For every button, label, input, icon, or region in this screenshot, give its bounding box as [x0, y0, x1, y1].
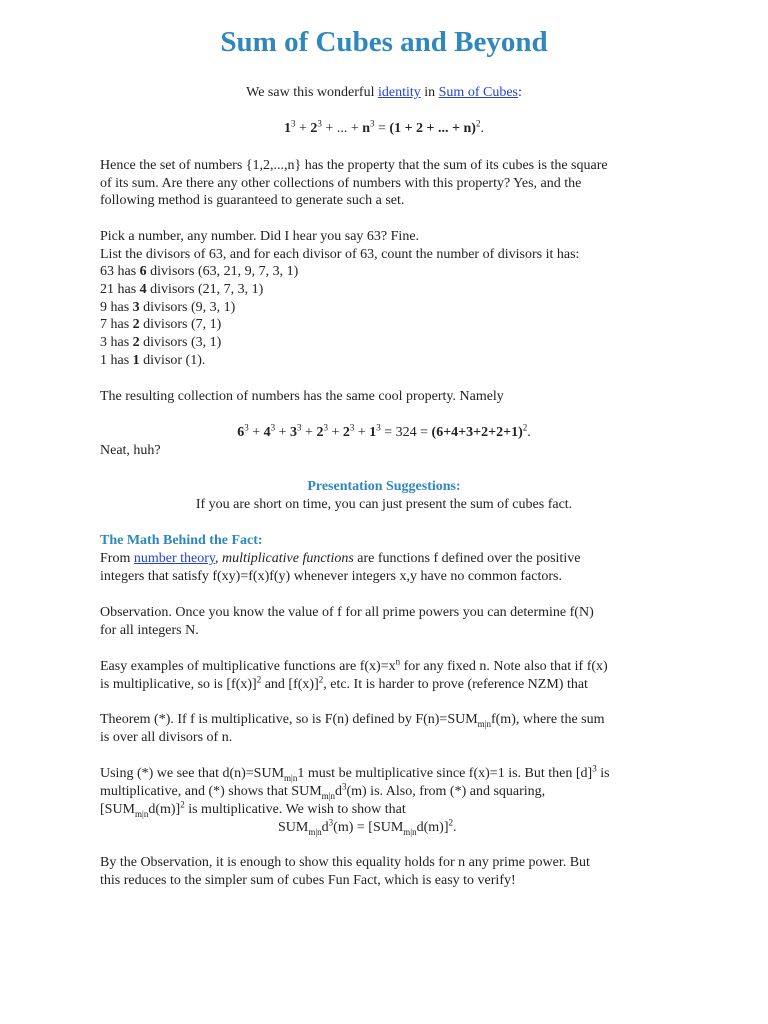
observation-line1: Observation. Once you know the value of f for all prime powers you can determine f(N) [100, 605, 594, 620]
easy-exp: 2 [256, 674, 262, 685]
using-text: d(m)] [148, 802, 181, 817]
divisor-list: divisors (63, 21, 9, 7, 3, 1) [150, 264, 299, 279]
identity-term: 1 [284, 121, 292, 136]
using-text: (m) is. Also, from (*) and squaring, [346, 784, 546, 799]
divisor-list: divisor (1). [143, 353, 206, 368]
intro-line [0, 84, 768, 101]
cube-period: . [527, 425, 531, 440]
using-text: [SUM [100, 802, 136, 817]
using-exp: 2 [180, 799, 185, 810]
using-equation [278, 819, 457, 836]
cube-equation: $6^3 + 4^3 + 3^3 + 2^3 + 2^3 + 1^3 = 324 = (6+4+3+2+2+1)^2$. [237, 422, 531, 440]
theorem-line1 [100, 711, 605, 728]
using-text: d [334, 784, 342, 799]
identity-link[interactable]: identity [377, 85, 421, 100]
presentation-heading: Presentation Suggestions: [307, 479, 461, 494]
identity-period: . [480, 121, 484, 136]
using-sub: m|n [284, 772, 298, 783]
using-exp: 3 [341, 781, 347, 792]
divisor-row [100, 352, 205, 369]
identity-term: 2 [310, 121, 318, 136]
divisor-count: 3 [132, 300, 140, 315]
using-eq-text: d [321, 820, 329, 835]
observation-line2: for all integers N. [100, 623, 199, 638]
using-line2 [100, 783, 545, 800]
cube-term: 1 [369, 425, 377, 440]
easy-text: and [f(x)] [261, 677, 319, 692]
para1-line2: of its sum. Are there any other collections of numbers with this property? Yes, and the [100, 176, 582, 191]
cube-term: 4 [263, 425, 271, 440]
divisor-number: 9 has [100, 300, 130, 315]
cube-exp: 3 [244, 422, 249, 433]
using-exp: 3 [328, 817, 334, 828]
divisor-number: 7 has [100, 317, 130, 332]
closing-line1: By the Observation, it is enough to show this equality holds for n any prime power. But [100, 855, 590, 870]
divisor-count: 4 [139, 282, 147, 297]
math-line1: From number theory, multiplicative functions are functions f defined over the positive [100, 551, 581, 566]
easy-text: is multiplicative, so is [f(x)] [100, 677, 257, 692]
cube-exp: 3 [323, 422, 328, 433]
using-sub: m|n [135, 808, 149, 819]
using-sub: m|n [308, 826, 322, 837]
cube-rhs: (6+4+3+2+2+1) [431, 425, 523, 440]
math-line2: integers that satisfy f(xy)=f(x)f(y) whenever integers x,y have no common factors. [100, 569, 562, 584]
divisor-number: 1 has [100, 353, 130, 368]
cube-term: 3 [290, 425, 298, 440]
divisor-row [100, 299, 235, 316]
theorem-line2: is over all divisors of n. [100, 730, 233, 745]
divisor-row [100, 281, 263, 298]
identity-rhs: (1 + 2 + ... + n) [389, 121, 476, 136]
using-exp: 3 [592, 763, 597, 774]
multiplicative-functions-term: multiplicative functions [221, 551, 354, 566]
divisor-row [100, 316, 221, 333]
para1-line3: following method is guaranteed to generate such a set. [100, 193, 405, 208]
cube-exp: 3 [376, 422, 381, 433]
divisor-list: divisors (7, 1) [143, 317, 222, 332]
cube-term: 2 [316, 425, 324, 440]
divisor-number: 21 has [100, 282, 137, 297]
identity-op: + [295, 121, 311, 136]
divisor-row [100, 334, 221, 351]
easy-text: , etc. It is harder to prove (reference NZM) that [323, 677, 588, 692]
cube-term: 6 [237, 425, 245, 440]
using-eq-text: (m) = [SUM [333, 820, 404, 835]
divisor-list: divisors (3, 1) [143, 335, 222, 350]
theorem-text: Theorem (*). If f is multiplicative, so is F(n) defined by F(n)=SUM [100, 712, 478, 727]
divisor-number: 3 has [100, 335, 130, 350]
identity-exp: 3 [317, 118, 322, 129]
cube-exp: 3 [349, 422, 355, 433]
intro-text-mid: in [424, 85, 436, 100]
sum-of-cubes-link[interactable]: Sum of Cubes [438, 85, 518, 100]
presentation-text: If you are short on time, you can just present the sum of cubes fact. [195, 497, 573, 512]
identity-op: + ... + [321, 121, 363, 136]
result-text: The resulting collection of numbers has the same cool property. Namely [100, 389, 504, 404]
divisor-count: 2 [132, 317, 140, 332]
identity-term: n [362, 121, 371, 136]
easy-line1 [100, 658, 608, 675]
divisor-list: divisors (21, 7, 3, 1) [150, 282, 264, 297]
para1-line1: Hence the set of numbers {1,2,...,n} has the property that the sum of its cubes is the square [100, 158, 608, 173]
cube-equals: = 324 = [380, 425, 432, 440]
using-eq-text: d(m)] [416, 820, 449, 835]
cube-term: 2 [342, 425, 350, 440]
intro-colon: : [517, 85, 522, 100]
cube-exp: 3 [297, 422, 302, 433]
easy-text: for any fixed n. Note also that if f(x) [400, 659, 608, 674]
using-text: multiplicative, and (*) shows that SUM [100, 784, 322, 799]
easy-line2 [100, 676, 588, 693]
divisor-count: 2 [132, 335, 140, 350]
using-sub: m|n [321, 790, 335, 801]
intro-text: We saw this wonderful [246, 85, 375, 100]
pick-line1: Pick a number, any number. Did I hear you say 63? Fine. [100, 229, 420, 244]
using-text: Using (*) we see that d(n)=SUM [100, 766, 285, 781]
math-from: From [100, 551, 131, 566]
closing-line2: this reduces to the simpler sum of cubes Fun Fact, which is easy to verify! [100, 873, 516, 888]
math-heading: The Math Behind the Fact: [100, 533, 263, 548]
identity-equation [0, 120, 768, 137]
pick-line2: List the divisors of 63, and for each divisor of 63, count the number of divisors it has: [100, 247, 580, 262]
using-sub: m|n [403, 826, 417, 837]
using-text: 1 must be multiplicative since f(x)=1 is. But then [d] [297, 766, 593, 781]
using-eq-text: . [453, 820, 457, 835]
using-text: is [596, 766, 610, 781]
using-eq-text: SUM [278, 820, 309, 835]
divisor-count: 1 [132, 353, 140, 368]
easy-exp: 2 [318, 674, 324, 685]
page-title: Sum of Cubes and Beyond [220, 26, 548, 58]
using-text: is multiplicative. We wish to show that [184, 802, 406, 817]
number-theory-link[interactable]: number theory [133, 551, 215, 566]
identity-exp: 3 [291, 118, 296, 129]
identity-exp: 2 [475, 118, 481, 129]
using-line1 [100, 765, 610, 782]
math-line1-rest: are functions f defined over the positive [357, 551, 581, 566]
using-line3 [100, 801, 406, 818]
theorem-text: f(m), where the sum [490, 712, 605, 727]
easy-text: Easy examples of multiplicative functions are f(x)=x [100, 659, 396, 674]
identity-op: = [374, 121, 390, 136]
identity-exp: 3 [370, 118, 375, 129]
cube-exp: 2 [522, 422, 528, 433]
cube-exp: 3 [270, 422, 276, 433]
using-exp: 2 [448, 817, 453, 828]
divisor-row [100, 263, 298, 280]
theorem-sub: m|n [477, 718, 491, 729]
divisor-list: divisors (9, 3, 1) [143, 300, 236, 315]
divisor-count: 6 [139, 264, 147, 279]
neat-text: Neat, huh? [100, 443, 161, 458]
easy-exp: n [395, 656, 401, 667]
divisor-number: 63 has [100, 264, 137, 279]
